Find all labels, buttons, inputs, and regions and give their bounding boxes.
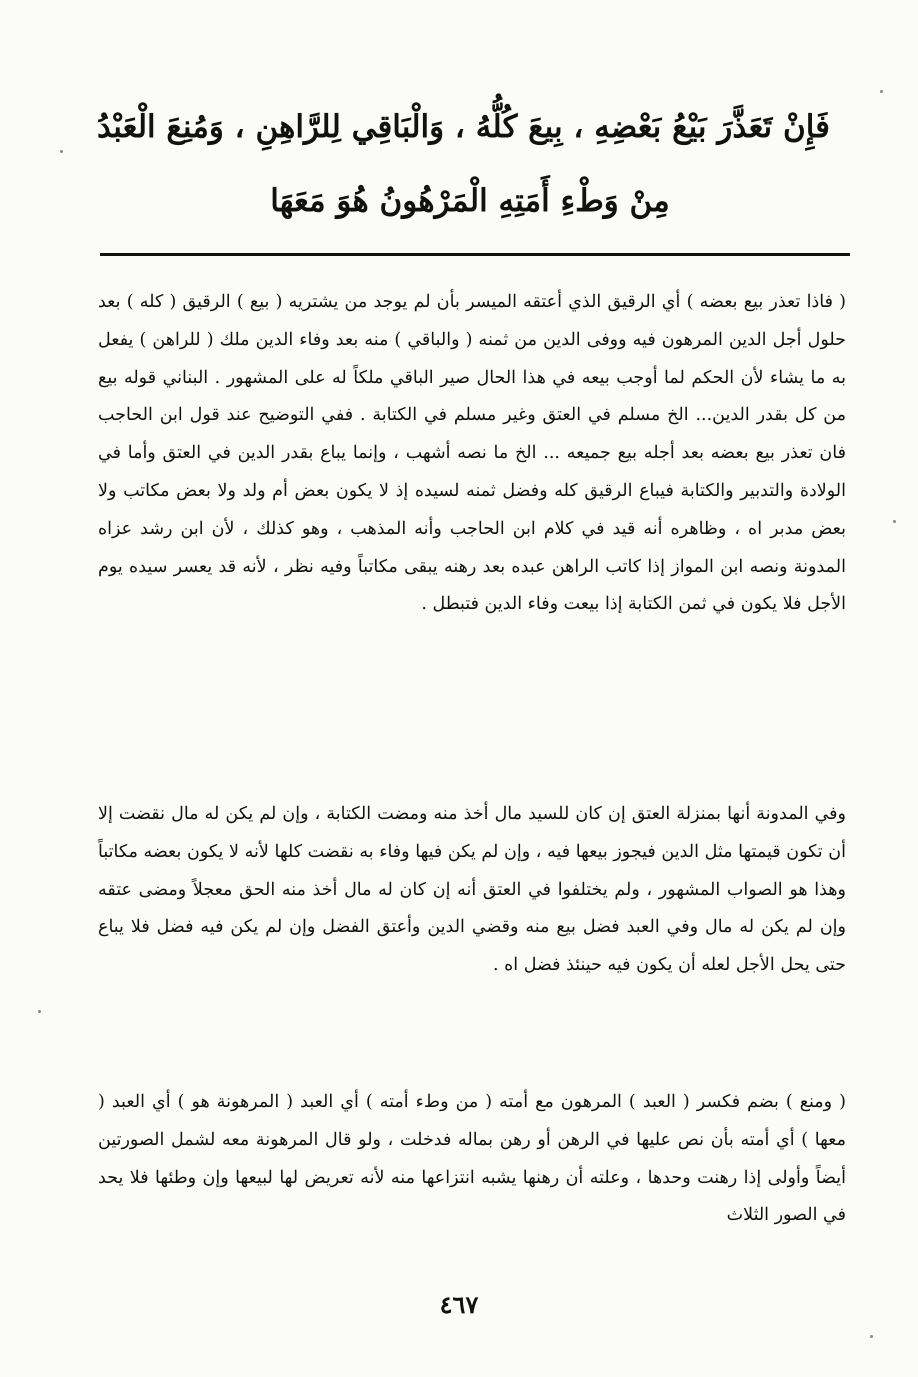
verse-heading-line-2: مِنْ وَطْءِ أَمَتِهِ الْمَرْهُونُ هُوَ مَعَهَا: [270, 183, 670, 219]
scan-speck: [880, 90, 883, 93]
scan-speck: [893, 520, 896, 523]
verse-heading-line-1: فَإِنْ تَعَذَّرَ بَيْعُ بَعْضِهِ ، بِيعَ كُلُّهُ ، وَالْبَاقِي لِلرَّاهِنِ ، وَمُنِعَ الْعَبْدُ: [97, 109, 830, 145]
heading-divider: [100, 253, 850, 256]
scan-speck: [870, 1335, 873, 1338]
page-number: ٤٦٧: [439, 1290, 479, 1319]
commentary-paragraph-3: ( ومنع ) بضم فكسر ( العبد ) المرهون مع أمته ( من وطء أمته ) أي العبد ( المرهونة هو ) أي العبد ( معها ) أي أمته بأن نص عليها في الرهن أو رهن بماله فدخلت ، ولو قال المرهونة معه لشمل الصورتين أيضاً وأولى إذا رهنت وحدها ، وعلته أن رهنها يشبه انتزاعها منه لأنه تعريض لها لبيعها وإن وطئها فلا يحد في الصور الثلاث: [98, 1092, 846, 1226]
scan-speck: [38, 1010, 41, 1013]
commentary-paragraph-2: وفي المدونة أنها بمنزلة العتق إن كان للسيد مال أخذ منه ومضت الكتابة ، وإن لم يكن له مال نقضت إلا أن تكون قيمتها مثل الدين فيجوز بيعها فيه ، وإن لم يكن فيها وفاء به نقضت كلها لأنه لا يكون بعضه مكاتباً وهذا هو الصواب المشهور ، ولم يختلفوا في العتق أنه إن كان له مال أخذ منه الحق معجلاً ومضى عتقه وإن لم يكن له مال وفي العبد فضل بيع منه وقضي الدين وأعتق الفضل وإن لم يكن فيه فضل فلا يباع حتى يحل الأجل لعله أن يكون فيه حينئذ فضل اه .: [98, 804, 846, 976]
commentary-paragraph-1: ( فاذا تعذر بيع بعضه ) أي الرقيق الذي أعتقه الميسر بأن لم يوجد من يشتريه ( بيع ) الرقيق ( كله ) بعد حلول أجل الدين المرهون فيه ووفى الدين من ثمنه ( والباقي ) منه بعد وفاء الدين ملك ( للراهن ) يفعل به ما يشاء لأن الحكم لما أوجب بيعه في هذا الحال صير الباقي ملكاً له على المشهور . البناني قوله بيع من كل بقدر الدين... الخ مسلم في العتق وغير مسلم في الكتابة . ففي التوضيح عند قول ابن الحاجب فان تعذر بيع بعضه بعد أجله بيع جميعه ... الخ ما نصه أشهب ، وإنما يباع بقدر الدين في العتق وأما في الولادة والتدبير والكتابة فيباع الرقيق كله وفضل ثمنه لسيده إذ لا يكون بعض أم ولد ولا بعض مكاتب ولا بعض مدبر اه ، وظاهره أنه قيد في كلام ابن الحاجب وأنه المذهب ، وهو كذلك ، لأن ابن رشد عزاه المدونة ونصه ابن المواز إذا كاتب الراهن عبده بعد رهنه يبقى مكاتباً وفيه نظر ، لأنه قد يعسر سيده يوم الأجل فلا يكون في ثمن الكتابة إذا بيعت وفاء الدين فتبطل .: [98, 292, 846, 615]
scan-speck: [60, 150, 63, 153]
